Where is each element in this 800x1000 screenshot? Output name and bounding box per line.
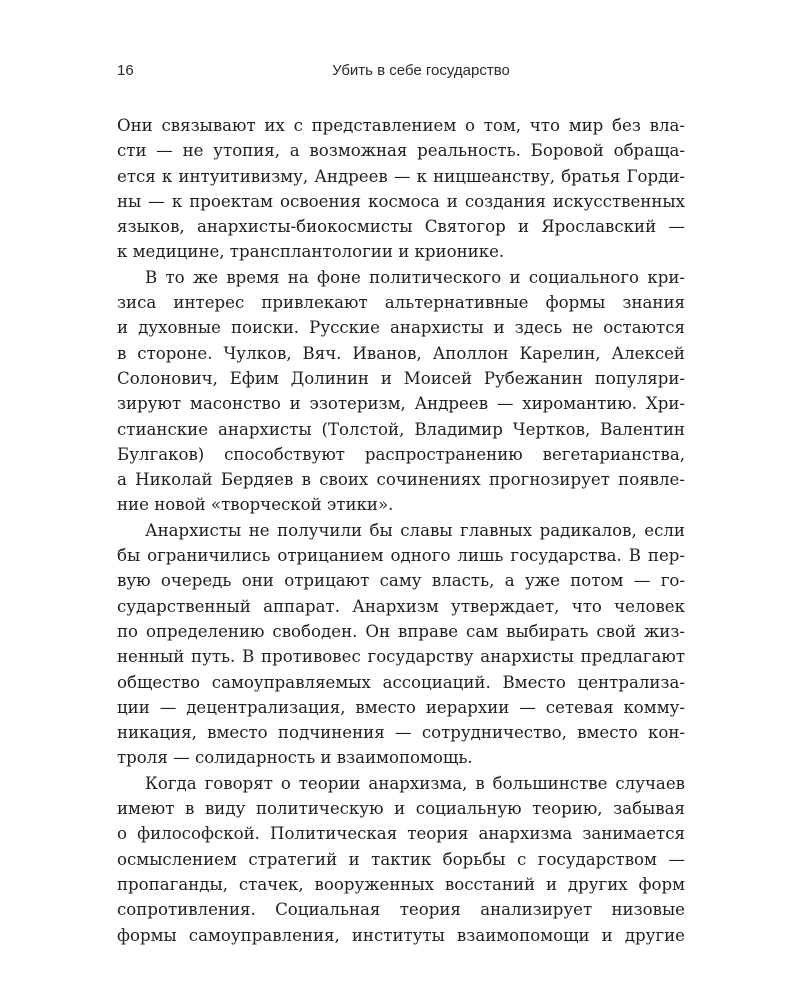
- text-line: осмыслением стратегий и тактик борьбы с государством —: [117, 849, 685, 869]
- text-line: пропаганды, стачек, вооруженных восстаний и других форм: [117, 874, 685, 894]
- text-line: о философской. Политическая теория анархизма занимается: [117, 824, 685, 844]
- text-line: ние новой «творческой этики».: [117, 495, 394, 515]
- text-line: вую очередь они отрицают саму власть, а уже потом — го-: [117, 571, 685, 591]
- text-line: В то же время на фоне политического и социального кри-: [145, 267, 685, 287]
- text-line: зируют масонство и эзотеризм, Андреев — хиромантию. Хри-: [117, 394, 685, 414]
- text-line: а Николай Бердяев в своих сочинениях прогнозирует появле-: [117, 470, 685, 490]
- text-line: имеют в виду политическую и социальную теорию, забывая: [117, 799, 685, 819]
- text-line: Когда говорят о теории анархизма, в большинстве случаев: [145, 773, 685, 793]
- text-line: формы самоуправления, институты взаимопомощи и другие: [117, 925, 685, 945]
- text-line: ненный путь. В противовес государству анархисты предлагают: [117, 647, 685, 667]
- text-line: бы ограничились отрицанием одного лишь государства. В пер-: [117, 546, 685, 566]
- page-header: [117, 62, 685, 84]
- text-line: ется к интуитивизму, Андреев — к ницшеанству, братья Горди-: [117, 166, 685, 186]
- paragraph: [117, 113, 685, 265]
- text-line: по определению свободен. Он вправе сам выбирать свой жиз-: [117, 621, 685, 641]
- text-line: к медицине, трансплантологии и крионике.: [117, 242, 505, 262]
- text-line: троля — солидарность и взаимопомощь.: [117, 748, 473, 768]
- text-line: общество самоуправляемых ассоциаций. Вместо централиза-: [117, 672, 685, 692]
- body-text: [117, 113, 685, 948]
- page-number: 16: [117, 62, 134, 79]
- text-line: Солонович, Ефим Долинин и Моисей Рубежанин популяри-: [117, 368, 685, 388]
- text-line: Анархисты не получили бы славы главных радикалов, если: [145, 520, 685, 540]
- text-line: и духовные поиски. Русские анархисты и здесь не остаются: [117, 318, 685, 338]
- text-line: никация, вместо подчинения — сотрудничество, вместо кон-: [117, 723, 685, 743]
- running-title: Убить в себе государство: [332, 62, 510, 79]
- text-line: стианские анархисты (Толстой, Владимир Чертков, Валентин: [117, 419, 685, 439]
- paragraph: [117, 265, 685, 518]
- text-line: языков, анархисты-биокосмисты Святогор и Ярославский —: [117, 217, 685, 237]
- paragraph: [117, 771, 685, 948]
- text-line: сти — не утопия, а возможная реальность. Боровой обраща-: [117, 141, 685, 161]
- text-line: сударственный аппарат. Анархизм утверждает, что человек: [117, 596, 685, 616]
- text-line: в стороне. Чулков, Вяч. Иванов, Аполлон Карелин, Алексей: [117, 343, 685, 363]
- text-line: Они связывают их с представлением о том, что мир без вла-: [117, 116, 685, 135]
- text-line: Булгаков) способствуют распространению вегетарианства,: [117, 444, 685, 464]
- text-line: сопротивления. Социальная теория анализирует низовые: [117, 900, 685, 920]
- text-line: ции — децентрализация, вместо иерархии — сетевая комму-: [117, 697, 685, 717]
- text-line: зиса интерес привлекают альтернативные формы знания: [117, 293, 685, 313]
- paragraph: [117, 518, 685, 771]
- text-line: ны — к проектам освоения космоса и создания искусственных: [117, 191, 685, 211]
